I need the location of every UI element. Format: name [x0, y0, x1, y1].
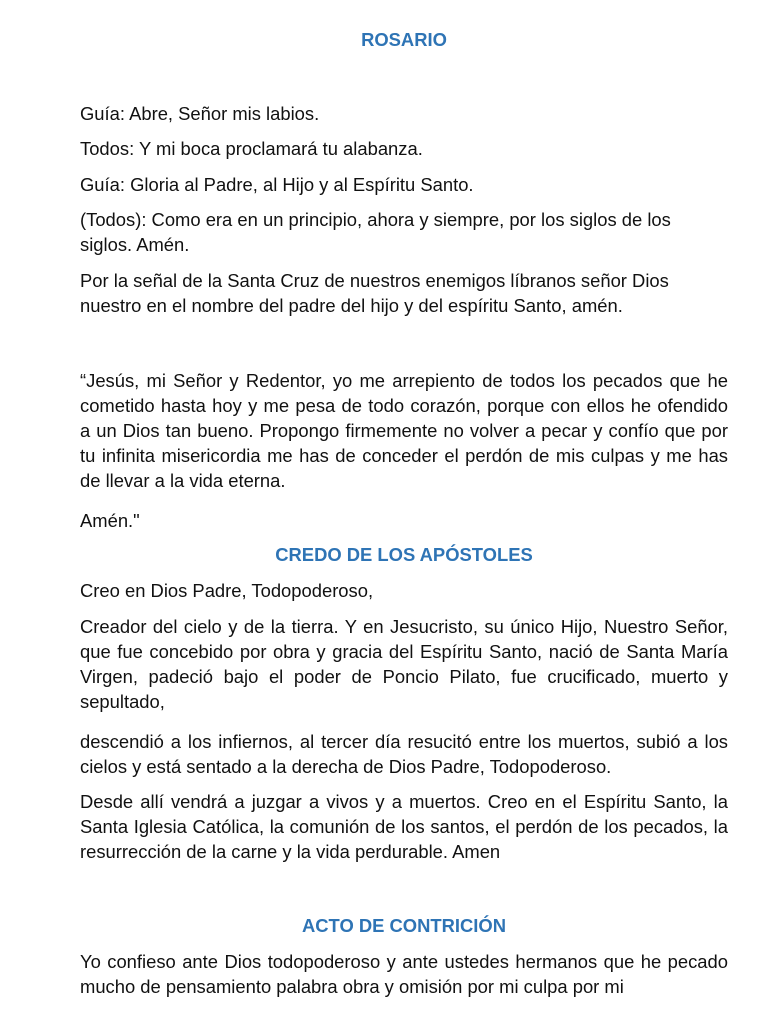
rosario-line-1: Guía: Abre, Señor mis labios. — [80, 103, 320, 124]
credo-line-1: Creo en Dios Padre, Todopoderoso, — [80, 580, 374, 601]
acto-paragraph-1: Yo confieso ante Dios todopoderoso y ante ustedes hermanos que he pecado mucho de pensamiento palabra obra y omisión por mi culpa por mi — [80, 951, 728, 997]
heading-credo: CREDO DE LOS APÓSTOLES — [275, 544, 533, 565]
rosario-line-2: Todos: Y mi boca proclamará tu alabanza. — [80, 138, 423, 159]
rosario-prayer-paragraph: “Jesús, mi Señor y Redentor, yo me arrepiento de todos los pecados que he cometido hasta hoy y me pesa de todo corazón, porque con ellos he ofendido a un Dios tan bueno. Propongo firmemente no volver a pecar y confío que por tu infinita misericordia me has de conceder el perdón de mis culpas y me has de llevar a la vida eterna. — [80, 370, 728, 491]
rosario-line-3: Guía: Gloria al Padre, al Hijo y al Espíritu Santo. — [80, 174, 474, 195]
rosario-line-5: Por la señal de la Santa Cruz de nuestros enemigos líbranos señor Dios nuestro en el nombre del padre del hijo y del espíritu Santo, amén. — [80, 270, 669, 316]
heading-rosario: ROSARIO — [361, 29, 447, 50]
rosario-line-4: (Todos): Como era en un principio, ahora y siempre, por los siglos de los siglos. Amén. — [80, 209, 671, 255]
credo-paragraph-4: Desde allí vendrá a juzgar a vivos y a muertos. Creo en el Espíritu Santo, la Santa Iglesia Católica, la comunión de los santos, el perdón de los pecados, la resurrección de la carne y la vida perdurable. Amen — [80, 791, 728, 862]
heading-acto-contricion: ACTO DE CONTRICIÓN — [301, 915, 506, 936]
credo-paragraph-3: descendió a los infiernos, al tercer día resucitó entre los muertos, subió a los cielos y está sentado a la derecha de Dios Padre, Todopoderoso. — [80, 731, 728, 777]
rosario-amen: Amén." — [80, 510, 140, 531]
credo-paragraph-2: Creador del cielo y de la tierra. Y en Jesucristo, su único Hijo, Nuestro Señor, que fue concebido por obra y gracia del Espíritu Santo, nació de Santa María Virgen, padeció bajo el poder de Poncio Pilato, fue crucificado, muerto y sepultado, — [80, 616, 728, 712]
